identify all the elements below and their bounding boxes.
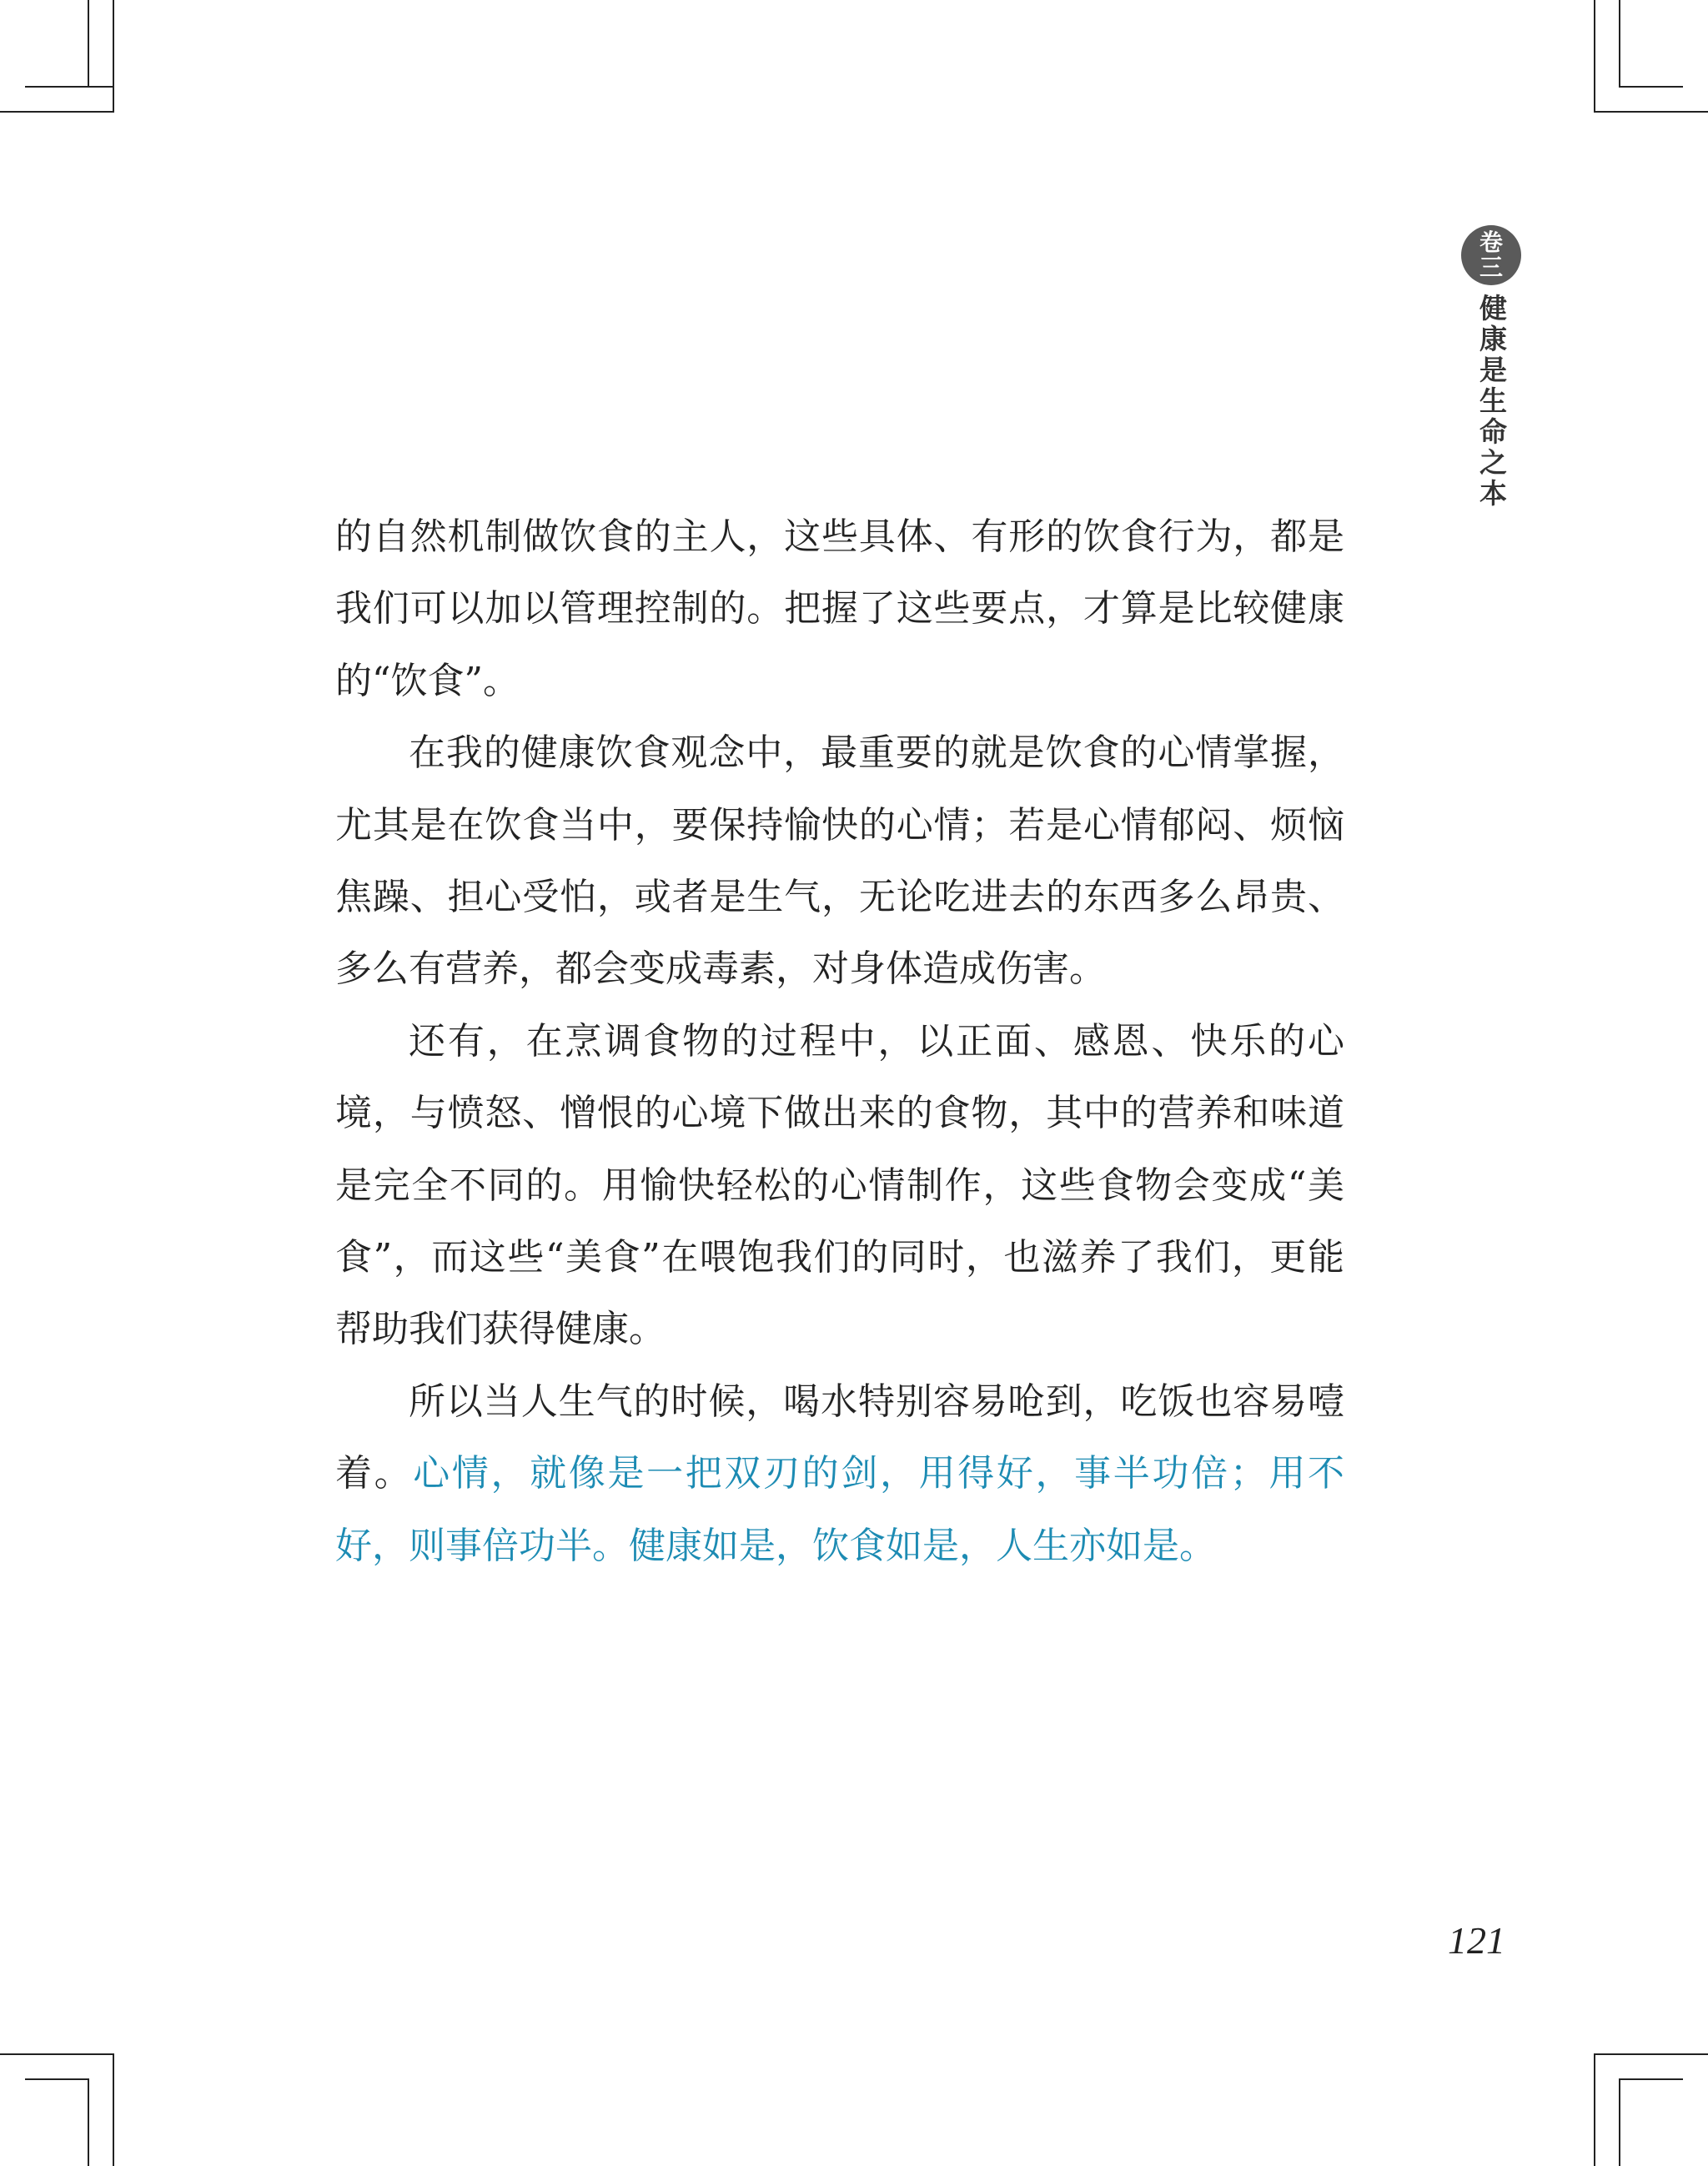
crop-mark-top-left-horizontal — [0, 111, 113, 113]
chapter-title: 健康是生命之本 — [1475, 294, 1508, 510]
crop-mark-top-right-horizontal — [1595, 111, 1708, 113]
chapter-label-line1: 卷 — [1479, 229, 1503, 256]
crop-mark-top-right-horizontal-inner — [1619, 86, 1683, 88]
crop-mark-top-left-horizontal-inner — [25, 86, 113, 88]
paragraph-3 — [335, 1006, 1344, 1366]
paragraph-4-text: 所以当人生气的时候，喝水特别容易呛到，吃饭也容易噎着。 — [335, 1380, 1344, 1495]
paragraph-1 — [335, 501, 1344, 717]
paragraph-1-text: 的自然机制做饮食的主人，这些具体、有形的饮食行为，都是我们可以加以管理控制的。把握了这些要点，才算是比较健康的“饮食”。 — [335, 515, 1344, 702]
chapter-label-line2: 三 — [1479, 254, 1503, 281]
crop-mark-bottom-left-horizontal — [0, 2053, 113, 2055]
crop-mark-bottom-right-horizontal-inner — [1619, 2078, 1683, 2080]
paragraph-3-text: 还有，在烹调食物的过程中，以正面、感恩、快乐的心境，与愤怒、憎恨的心境下做出来的食物，其中的营养和味道是完全不同的。用愉快轻松的心情制作，这些食物会变成“美食”，而这些“美食”在喂饱我们的同时，也滋养了我们，更能帮助我们获得健康。 — [335, 1019, 1344, 1351]
crop-mark-bottom-right-vertical-inner — [1619, 2078, 1620, 2166]
paragraph-2 — [335, 717, 1344, 1006]
chapter-tab — [1459, 225, 1523, 510]
crop-mark-top-right-vertical-inner — [1619, 0, 1620, 88]
crop-mark-bottom-right-vertical — [1594, 2053, 1595, 2166]
crop-mark-bottom-right-horizontal — [1595, 2053, 1708, 2055]
chapter-number-badge — [1461, 225, 1521, 285]
paragraph-4-highlight: 心情，就像是一把双刃的剑，用得好，事半功倍；用不好，则事倍功半。健康如是，饮食如是，人生亦如是。 — [335, 1452, 1344, 1567]
crop-mark-top-right-vertical — [1594, 0, 1595, 113]
crop-mark-top-left-vertical — [113, 0, 114, 113]
crop-mark-bottom-left-vertical — [113, 2053, 114, 2166]
crop-mark-bottom-left-vertical-inner — [88, 2078, 89, 2166]
crop-mark-top-left-vertical-inner — [88, 0, 89, 88]
paragraph-4 — [335, 1366, 1344, 1582]
paragraph-2-text: 在我的健康饮食观念中，最重要的就是饮食的心情掌握，尤其是在饮食当中，要保持愉快的心情；若是心情郁闷、烦恼焦躁、担心受怕，或者是生气，无论吃进去的东西多么昂贵、多么有营养，都会变成毒素，对身体造成伤害。 — [335, 731, 1344, 991]
crop-mark-bottom-left-horizontal-inner — [25, 2078, 89, 2080]
page-number: 121 — [1448, 1919, 1505, 1962]
body-text — [335, 501, 1344, 1582]
